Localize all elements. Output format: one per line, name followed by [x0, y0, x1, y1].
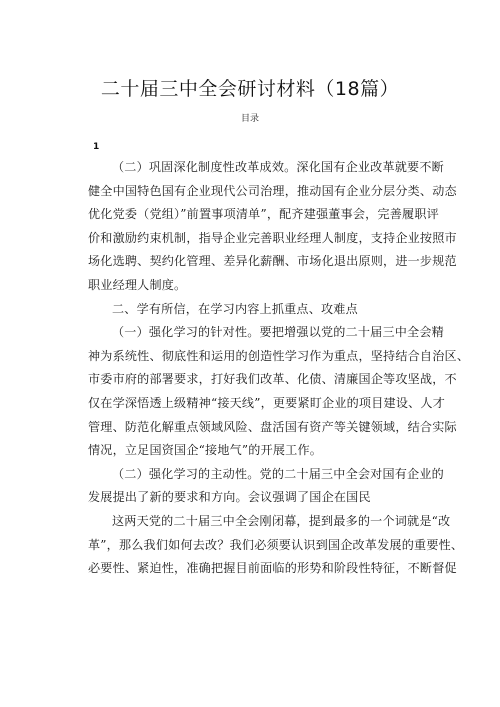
paragraph-line: 神为系统性、彻底性和运用的创造性学习作为重点，坚持结合自治区、 — [88, 348, 470, 363]
paragraph-line: （二）强化学习的主动性。党的二十届三中全会对国有企业的 — [112, 466, 444, 481]
paragraph-line: 健全中国特色国有企业现代公司治理，推动国有企业分层分类、动态 — [88, 183, 457, 198]
paragraph-line: 职业经理人制度。 — [88, 277, 187, 292]
paragraph-line: 场化选聘、契约化管理、差异化薪酬、市场化退出原则，进一步规范 — [88, 254, 457, 269]
paragraph-line: 市委市府的部署要求，打好我们改革、化债、清廉国企等攻坚战，不 — [88, 372, 457, 387]
paragraph-line: 二、学有所信，在学习内容上抓重点、攻难点 — [112, 301, 358, 316]
paragraph-line: 情况，立足国资国企“接地气”的开展工作。 — [88, 443, 323, 458]
document-title: 二十届三中全会研讨材料（18篇） — [100, 78, 400, 100]
paragraph-line: （二）巩固深化制度性改革成效。深化国有企业改革就要不断 — [112, 160, 444, 174]
paragraph-line: 管理、防范化解重点领域风险、盘活国有资产等关键领域，结合实际 — [88, 419, 457, 434]
paragraph-line: 价和激励约束机制，指导企业完善职业经理人制度，支持企业按照市 — [88, 230, 457, 245]
paragraph-line: 革”，那么我们如何去改？我们必须要认识到国企改革发展的重要性、 — [88, 537, 464, 552]
paragraph-line: 发展提出了新的要求和方向。会议强调了国企在国民 — [88, 490, 371, 505]
document-body — [88, 156, 470, 581]
paragraph-line: 必要性、紧迫性，准确把握目前面临的形势和阶段性特征，不断督促 — [88, 561, 457, 576]
paragraph-line: 这两天党的二十届三中全会刚闭幕，提到最多的一个词就是“改 — [112, 513, 451, 528]
paragraph-line: 仅在学深悟透上级精神“接天线”，更要紧盯企业的项目建设、人才 — [88, 395, 445, 410]
toc-heading: 目录 — [240, 114, 259, 124]
page-marker: 1 — [93, 142, 100, 152]
paragraph-line: 优化党委（党组）”前置事项清单”，配齐建强董事会，完善履职评 — [88, 207, 439, 222]
paragraph-line: （一）强化学习的针对性。要把增强以党的二十届三中全会精 — [112, 325, 444, 340]
